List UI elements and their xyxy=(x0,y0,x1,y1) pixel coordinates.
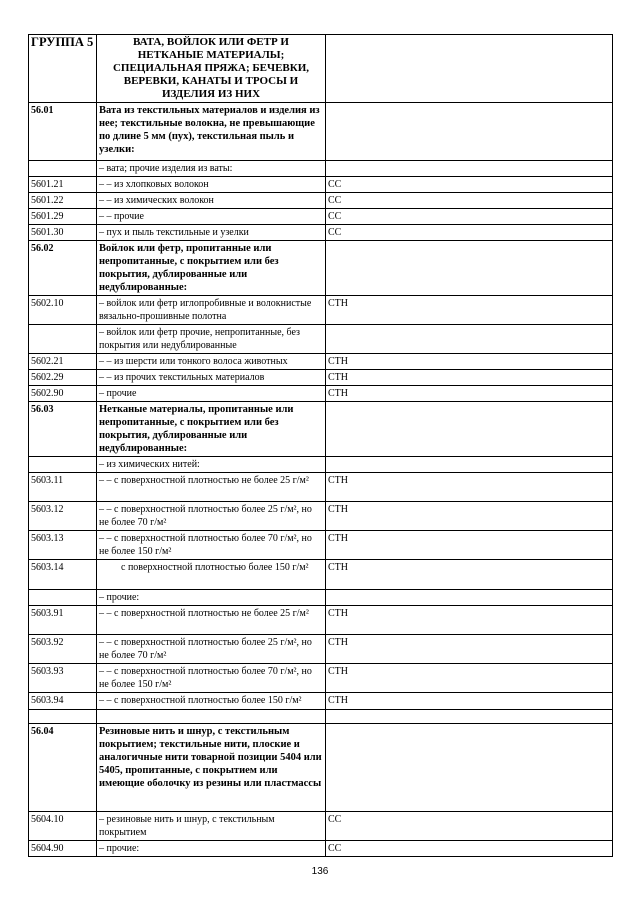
table-body xyxy=(29,35,613,857)
table-row xyxy=(29,161,613,177)
certification-cell xyxy=(326,402,613,457)
code-cell: 5603.94 xyxy=(29,693,97,710)
certification-cell xyxy=(326,325,613,354)
table-row xyxy=(29,177,613,193)
code-cell xyxy=(29,457,97,473)
certification-cell: СС xyxy=(326,209,613,225)
code-cell: 5603.93 xyxy=(29,664,97,693)
code-cell: 56.02 xyxy=(29,241,97,296)
code-cell: 5603.14 xyxy=(29,560,97,590)
code-cell: 5604.90 xyxy=(29,841,97,857)
certification-cell: СТН xyxy=(326,502,613,531)
certification-cell xyxy=(326,161,613,177)
table-row xyxy=(29,606,613,635)
table-row xyxy=(29,560,613,590)
code-cell: 5602.10 xyxy=(29,296,97,325)
description-cell: – – с поверхностной плотностью не более 25 г/м² xyxy=(97,606,326,635)
description-cell: – резиновые нить и шнур, с текстильным покрытием xyxy=(97,812,326,841)
table-row xyxy=(29,209,613,225)
description-cell: Резиновые нить и шнур, с текстильным покрытием; текстильные нити, плоские и аналогичные нити товарной позиции 5404 или 5405, пропитанные, с покрытием или имеющие оболочку из резины или пластмассы xyxy=(97,724,326,812)
certification-cell: СС xyxy=(326,225,613,241)
spacer-row xyxy=(29,710,613,724)
certification-cell: СТН xyxy=(326,531,613,560)
certification-cell: СТН xyxy=(326,296,613,325)
heading-row xyxy=(29,402,613,457)
certification-cell xyxy=(326,590,613,606)
certification-cell: СТН xyxy=(326,664,613,693)
certification-cell: СТН xyxy=(326,693,613,710)
certification-cell: СС xyxy=(326,812,613,841)
table-row xyxy=(29,370,613,386)
code-cell: 5602.21 xyxy=(29,354,97,370)
table-row xyxy=(29,693,613,710)
description-cell: – – с поверхностной плотностью более 70 г/м², но не более 150 г/м² xyxy=(97,531,326,560)
group-cert-cell xyxy=(326,35,613,103)
table-row xyxy=(29,841,613,857)
description-cell: – вата; прочие изделия из ваты: xyxy=(97,161,326,177)
table-row xyxy=(29,590,613,606)
certification-cell xyxy=(326,724,613,812)
code-cell: 5603.12 xyxy=(29,502,97,531)
certification-cell: СТН xyxy=(326,386,613,402)
table-row xyxy=(29,354,613,370)
code-cell: 5603.92 xyxy=(29,635,97,664)
group-label: ГРУППА 5 xyxy=(29,35,97,103)
description-cell: с поверхностной плотностью более 150 г/м² xyxy=(97,560,326,590)
heading-row xyxy=(29,241,613,296)
certification-cell: СТН xyxy=(326,370,613,386)
code-cell: 5601.30 xyxy=(29,225,97,241)
code-cell: 5601.21 xyxy=(29,177,97,193)
code-cell: 5602.90 xyxy=(29,386,97,402)
certification-cell: СТН xyxy=(326,606,613,635)
table-row xyxy=(29,225,613,241)
table-row xyxy=(29,812,613,841)
description-cell: – – с поверхностной плотностью более 150 г/м² xyxy=(97,693,326,710)
table-row xyxy=(29,531,613,560)
table-row xyxy=(29,664,613,693)
description-cell: – – из шерсти или тонкого волоса животных xyxy=(97,354,326,370)
spacer-cell xyxy=(97,710,326,724)
certification-cell: СТН xyxy=(326,473,613,502)
heading-row xyxy=(29,103,613,161)
code-cell xyxy=(29,590,97,606)
description-cell: – из химических нитей: xyxy=(97,457,326,473)
description-cell: Нетканые материалы, пропитанные или непропитанные, с покрытием или без покрытия, дублированные или недублированные: xyxy=(97,402,326,457)
code-cell: 5603.11 xyxy=(29,473,97,502)
spacer-cell xyxy=(326,710,613,724)
certification-cell: СТН xyxy=(326,560,613,590)
code-cell: 5602.29 xyxy=(29,370,97,386)
group-title: ВАТА, ВОЙЛОК ИЛИ ФЕТР И НЕТКАНЫЕ МАТЕРИАЛЫ; СПЕЦИАЛЬНАЯ ПРЯЖА; БЕЧЕВКИ, ВЕРЕВКИ, КАНАТЫ И ТРОСЫ И ИЗДЕЛИЯ ИЗ НИХ xyxy=(97,35,326,103)
description-cell: – – с поверхностной плотностью более 25 г/м², но не более 70 г/м² xyxy=(97,635,326,664)
description-cell: – прочие xyxy=(97,386,326,402)
page-number: 136 xyxy=(311,866,329,877)
classification-table xyxy=(28,34,613,857)
certification-cell: СС xyxy=(326,177,613,193)
code-cell: 5601.22 xyxy=(29,193,97,209)
spacer-cell xyxy=(29,710,97,724)
table-row xyxy=(29,473,613,502)
description-cell: – пух и пыль текстильные и узелки xyxy=(97,225,326,241)
table-row xyxy=(29,635,613,664)
table-row xyxy=(29,457,613,473)
certification-cell: СС xyxy=(326,193,613,209)
group-header-row xyxy=(29,35,613,103)
code-cell: 5603.13 xyxy=(29,531,97,560)
table-row xyxy=(29,502,613,531)
description-cell: Войлок или фетр, пропитанные или непропитанные, с покрытием или без покрытия, дублированные или недублированные: xyxy=(97,241,326,296)
description-cell: – – с поверхностной плотностью более 25 г/м², но не более 70 г/м² xyxy=(97,502,326,531)
description-cell: – – из химических волокон xyxy=(97,193,326,209)
code-cell: 56.01 xyxy=(29,103,97,161)
description-cell: – прочие: xyxy=(97,841,326,857)
certification-cell xyxy=(326,241,613,296)
description-cell: – – прочие xyxy=(97,209,326,225)
description-cell: – – из прочих текстильных материалов xyxy=(97,370,326,386)
certification-cell xyxy=(326,103,613,161)
description-cell: – – с поверхностной плотностью более 70 г/м², но не более 150 г/м² xyxy=(97,664,326,693)
code-cell: 5603.91 xyxy=(29,606,97,635)
description-cell: – войлок или фетр прочие, непропитанные, без покрытия или недублированные xyxy=(97,325,326,354)
description-cell: – прочие: xyxy=(97,590,326,606)
code-cell: 56.03 xyxy=(29,402,97,457)
certification-cell xyxy=(326,457,613,473)
heading-row xyxy=(29,724,613,812)
code-cell xyxy=(29,161,97,177)
certification-cell: СТН xyxy=(326,635,613,664)
description-cell: Вата из текстильных материалов и изделия из нее; текстильные волокна, не превышающие по длине 5 мм (пух), текстильная пыль и узелки: xyxy=(97,103,326,161)
code-cell: 56.04 xyxy=(29,724,97,812)
certification-cell: СТН xyxy=(326,354,613,370)
description-cell: – войлок или фетр иглопробивные и волокнистые вязально-прошивные полотна xyxy=(97,296,326,325)
table-row xyxy=(29,386,613,402)
table-row xyxy=(29,193,613,209)
certification-cell: СС xyxy=(326,841,613,857)
code-cell: 5601.29 xyxy=(29,209,97,225)
code-cell xyxy=(29,325,97,354)
code-cell: 5604.10 xyxy=(29,812,97,841)
table-row xyxy=(29,325,613,354)
description-cell: – – из хлопковых волокон xyxy=(97,177,326,193)
description-cell: – – с поверхностной плотностью не более 25 г/м² xyxy=(97,473,326,502)
table-row xyxy=(29,296,613,325)
document-sheet xyxy=(28,34,612,857)
